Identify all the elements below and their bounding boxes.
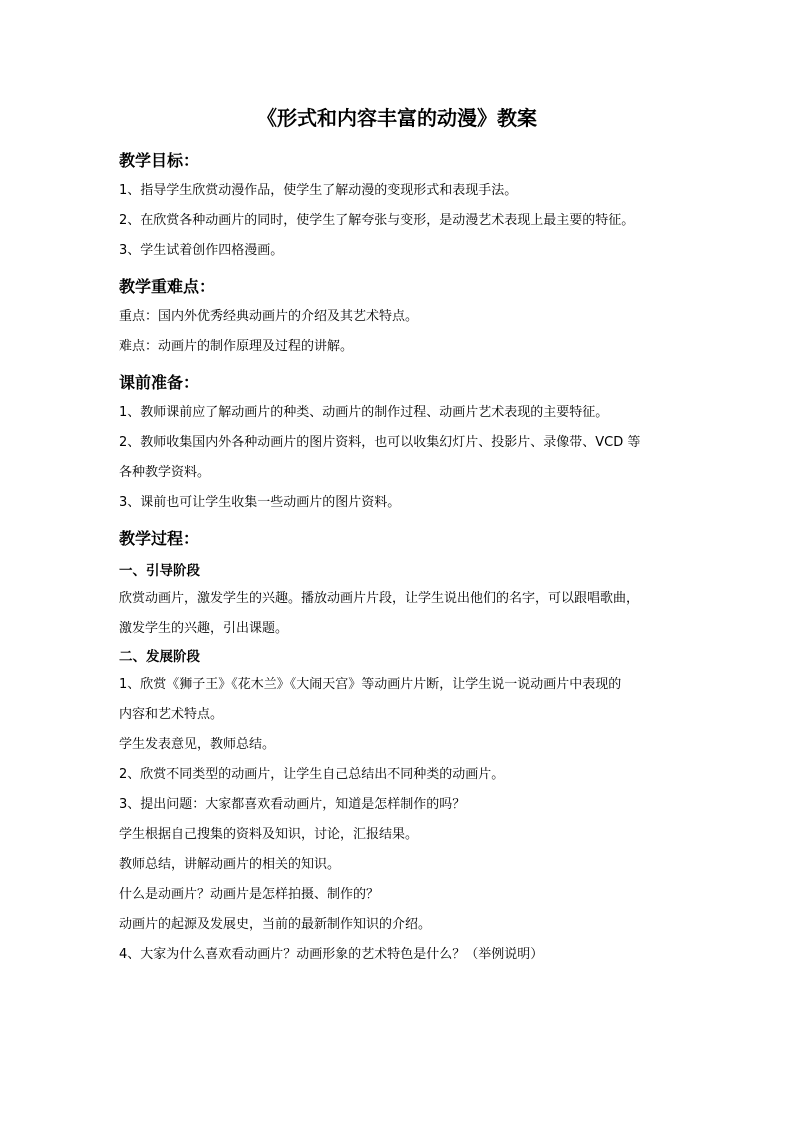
- section-heading-process: 教学过程：: [119, 529, 200, 548]
- document-body: [119, 148, 679, 970]
- stage-dev-line-3: 学生发表意见，教师总结。: [119, 737, 276, 752]
- stage-heading-intro: 一、引导阶段: [119, 563, 200, 579]
- preparation-item-2-cont: 各种教学资料。: [119, 465, 211, 480]
- stage-dev-line-4: 2、欣赏不同类型的动画片，让学生自己总结出不同种类的动画片。: [119, 767, 505, 782]
- stage-dev-line-1: 1、欣赏《狮子王》《花木兰》《大闹天宫》等动画片片断，让学生说一说动画片中表现的: [119, 677, 622, 692]
- section-key-points: [119, 274, 679, 362]
- stage-intro-line-1: 欣赏动画片，激发学生的兴趣。播放动画片片段，让学生说出他们的名字，可以跟唱歌曲，: [119, 591, 640, 606]
- preparation-item-2: 2、教师收集国内外各种动画片的图片资料，也可以收集幻灯片、投影片、录像带、VCD 等: [119, 435, 641, 450]
- preparation-item-3: 3、课前也可让学生收集一些动画片的图片资料。: [119, 495, 401, 510]
- objective-item-1: 1、指导学生欣赏动漫作品，使学生了解动漫的变现形式和表现手法。: [119, 183, 518, 198]
- stage-dev-line-9: 动画片的起源及发展史，当前的最新制作知识的介绍。: [119, 917, 432, 932]
- stage-dev-line-7: 教师总结，讲解动画片的相关的知识。: [119, 857, 341, 872]
- stage-heading-development: 二、发展阶段: [119, 649, 200, 665]
- section-heading-objectives: 教学目标：: [119, 151, 200, 170]
- objective-item-3: 3、学生试着创作四格漫画。: [119, 243, 284, 258]
- section-heading-preparation: 课前准备：: [119, 373, 200, 392]
- stage-intro-line-2: 激发学生的兴趣，引出课题。: [119, 621, 289, 636]
- stage-dev-line-6: 学生根据自己搜集的资料及知识，讨论，汇报结果。: [119, 827, 419, 842]
- key-point-item-2: 难点：动画片的制作原理及过程的讲解。: [119, 339, 354, 354]
- preparation-item-1: 1、教师课前应了解动画片的种类、动画片的制作过程、动画片艺术表现的主要特征。: [119, 405, 609, 420]
- section-preparation: [119, 370, 679, 518]
- stage-dev-line-2: 内容和艺术特点。: [119, 707, 224, 722]
- key-point-item-1: 重点：国内外优秀经典动画片的介绍及其艺术特点。: [119, 309, 419, 324]
- document-title: 《形式和内容丰富的动漫》教案: [257, 106, 537, 130]
- stage-dev-line-8: 什么是动画片？动画片是怎样拍摄、制作的？: [119, 887, 380, 902]
- section-objectives: [119, 148, 679, 266]
- section-heading-key-points: 教学重难点：: [119, 277, 216, 296]
- section-process: [119, 526, 679, 970]
- stage-dev-line-10: 4、大家为什么喜欢看动画片？动画形象的艺术特色是什么？（举例说明）: [119, 947, 544, 962]
- objective-item-2: 2、在欣赏各种动画片的同时，使学生了解夸张与变形，是动漫艺术表现上最主要的特征。: [119, 213, 635, 228]
- stage-dev-line-5: 3、提出问题：大家都喜欢看动画片，知道是怎样制作的吗？: [119, 797, 466, 812]
